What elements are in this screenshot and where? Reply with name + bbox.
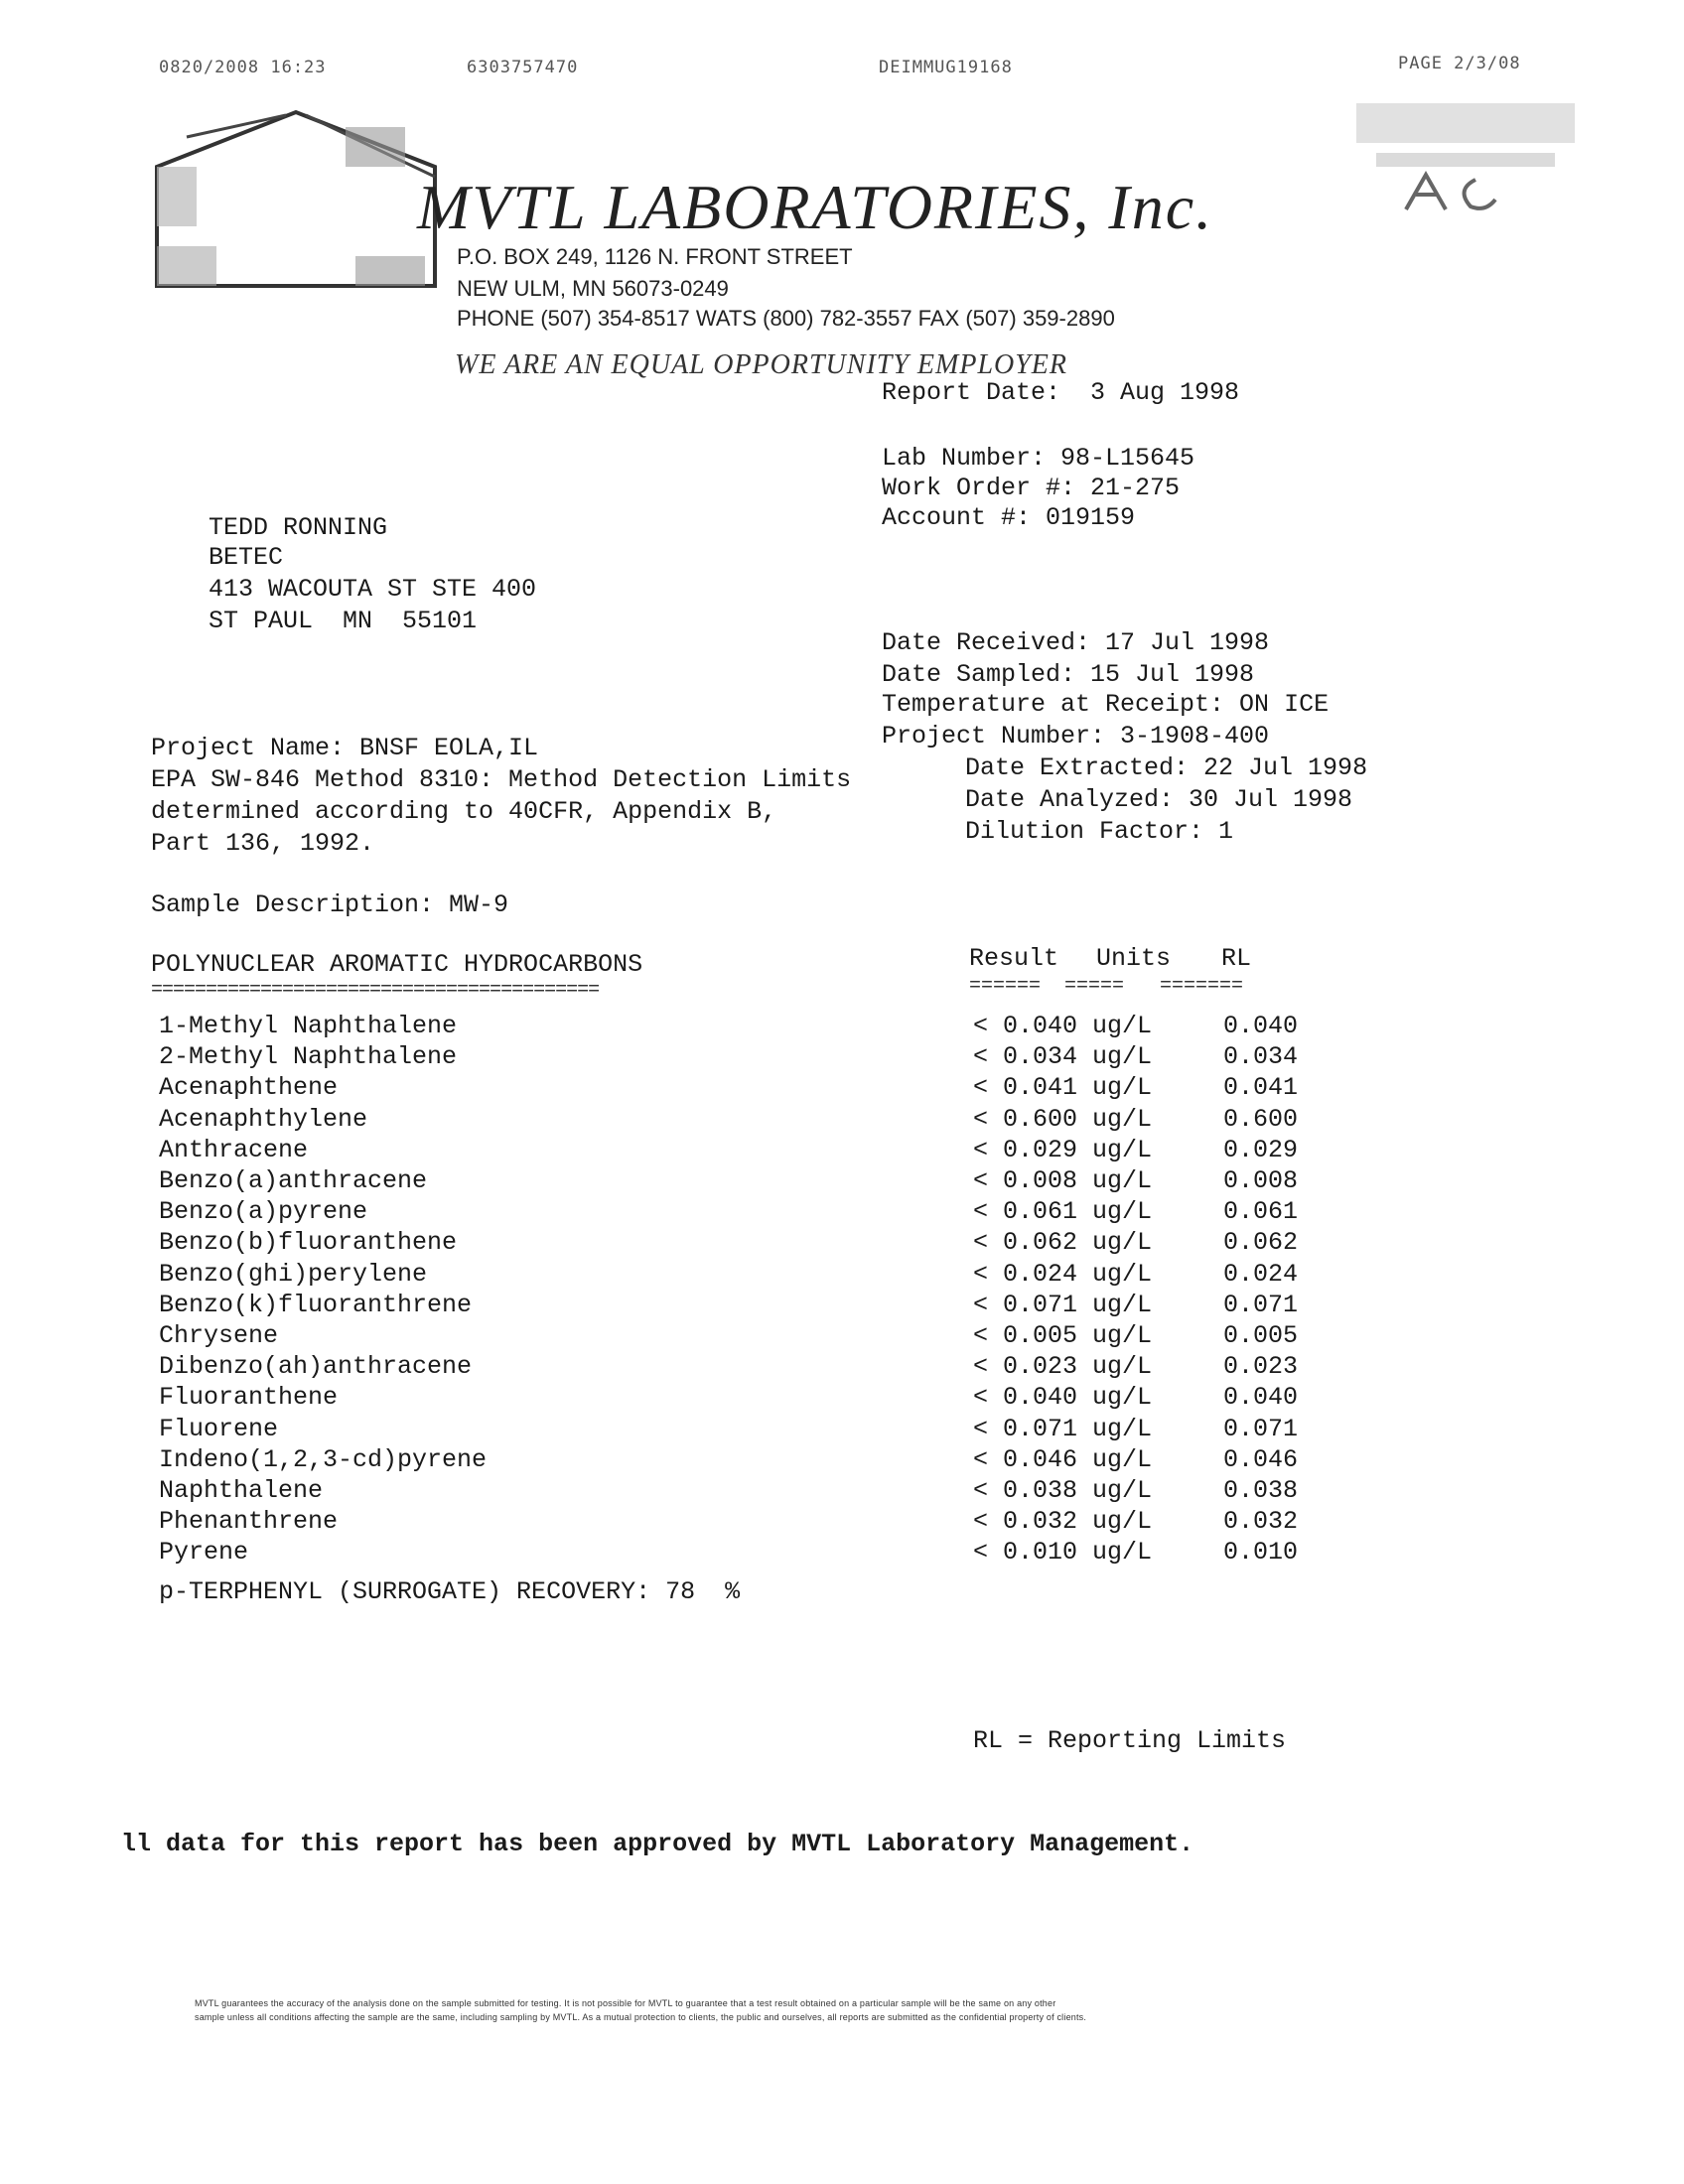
surrogate-recovery: p-TERPHENYL (SURROGATE) RECOVERY: 78 % xyxy=(159,1577,741,1606)
reporting-limit: 0.034 xyxy=(1223,1042,1299,1071)
recipient-name: TEDD RONNING xyxy=(209,513,388,542)
analyte-name: Phenanthrene xyxy=(159,1507,339,1536)
date-sampled: Date Sampled: 15 Jul 1998 xyxy=(882,660,1255,689)
equal-opportunity-slogan: WE ARE AN EQUAL OPPORTUNITY EMPLOYER xyxy=(455,349,1068,380)
account-number: Account #: 019159 xyxy=(882,503,1136,532)
result-value: < 0.040 ug/L xyxy=(973,1012,1153,1040)
analyte-name: Benzo(a)pyrene xyxy=(159,1197,368,1226)
table-row xyxy=(0,1227,1684,1258)
date-analyzed: Date Analyzed: 30 Jul 1998 xyxy=(965,785,1353,814)
result-value: < 0.010 ug/L xyxy=(973,1538,1153,1567)
method-line-1: EPA SW-846 Method 8310: Method Detection Limits xyxy=(151,765,852,794)
table-row xyxy=(0,1041,1684,1072)
disclaimer-line-1: MVTL guarantees the accuracy of the analysis done on the sample submitted for testing. It is not possible for MVTL to guarantee that a test result obtained on a particular sample will be the same on any other xyxy=(195,1998,1056,2008)
reporting-limit: 0.046 xyxy=(1223,1445,1299,1474)
result-value: < 0.038 ug/L xyxy=(973,1476,1153,1505)
table-row xyxy=(0,1165,1684,1196)
analyte-name: Acenaphthene xyxy=(159,1073,339,1102)
reporting-limit: 0.041 xyxy=(1223,1073,1299,1102)
certification-stamp xyxy=(1346,95,1585,224)
reporting-limit: 0.071 xyxy=(1223,1291,1299,1319)
recipient-street: 413 WACOUTA ST STE 400 xyxy=(209,575,537,604)
result-value: < 0.071 ug/L xyxy=(973,1291,1153,1319)
result-value: < 0.032 ug/L xyxy=(973,1507,1153,1536)
result-value: < 0.008 ug/L xyxy=(973,1166,1153,1195)
fax-phone-number: 6303757470 xyxy=(467,58,579,77)
reporting-limit: 0.005 xyxy=(1223,1321,1299,1350)
table-row xyxy=(0,1444,1684,1475)
lab-number: Lab Number: 98-L15645 xyxy=(882,444,1195,473)
reporting-limit: 0.024 xyxy=(1223,1260,1299,1289)
analyte-name: Acenaphthylene xyxy=(159,1105,368,1134)
analyte-name: Fluoranthene xyxy=(159,1383,339,1412)
table-row xyxy=(0,1072,1684,1103)
table-row xyxy=(0,1506,1684,1537)
result-value: < 0.061 ug/L xyxy=(973,1197,1153,1226)
result-value: < 0.040 ug/L xyxy=(973,1383,1153,1412)
analyte-name: Benzo(a)anthracene xyxy=(159,1166,428,1195)
column-header-rl: RL xyxy=(1221,944,1252,973)
result-value: < 0.046 ug/L xyxy=(973,1445,1153,1474)
table-row xyxy=(0,1320,1684,1351)
analyte-name: 2-Methyl Naphthalene xyxy=(159,1042,458,1071)
table-row xyxy=(0,1196,1684,1227)
reporting-limit: 0.023 xyxy=(1223,1352,1299,1381)
table-row xyxy=(0,1259,1684,1290)
company-phone-line: PHONE (507) 354-8517 WATS (800) 782-3557 FAX (507) 359-2890 xyxy=(457,306,1115,331)
analyte-name: Indeno(1,2,3-cd)pyrene xyxy=(159,1445,488,1474)
analyte-name: Dibenzo(ah)anthracene xyxy=(159,1352,473,1381)
company-address-line1: P.O. BOX 249, 1126 N. FRONT STREET xyxy=(457,244,853,269)
recipient-city: ST PAUL MN 55101 xyxy=(209,607,478,635)
fax-timestamp: 0820/2008 16:23 xyxy=(159,58,327,77)
analyte-name: Fluorene xyxy=(159,1415,279,1443)
analyte-name: Chrysene xyxy=(159,1321,279,1350)
table-row xyxy=(0,1414,1684,1444)
analyte-name: Pyrene xyxy=(159,1538,249,1567)
table-heading-rule: ========================================= xyxy=(151,979,600,1002)
column-header-rules: ====== ===== ======= xyxy=(969,975,1244,998)
analyte-name: Benzo(k)fluoranthrene xyxy=(159,1291,473,1319)
table-row xyxy=(0,1135,1684,1165)
project-name: Project Name: BNSF EOLA,IL xyxy=(151,734,539,762)
fax-center-code: DEIMMUG19168 xyxy=(879,58,1013,77)
company-name: MVTL LABORATORIES, Inc. xyxy=(417,172,1214,242)
date-received: Date Received: 17 Jul 1998 xyxy=(882,628,1270,657)
reporting-limit: 0.600 xyxy=(1223,1105,1299,1134)
analyte-name: Naphthalene xyxy=(159,1476,324,1505)
rl-note: RL = Reporting Limits xyxy=(973,1726,1287,1755)
result-value: < 0.062 ug/L xyxy=(973,1228,1153,1257)
reporting-limit: 0.040 xyxy=(1223,1012,1299,1040)
temperature-at-receipt: Temperature at Receipt: ON ICE xyxy=(882,690,1330,719)
result-value: < 0.029 ug/L xyxy=(973,1136,1153,1164)
reporting-limit: 0.010 xyxy=(1223,1538,1299,1567)
report-date: Report Date: 3 Aug 1998 xyxy=(882,378,1240,407)
reporting-limit: 0.029 xyxy=(1223,1136,1299,1164)
table-row xyxy=(0,1475,1684,1506)
table-row xyxy=(0,1351,1684,1382)
reporting-limit: 0.008 xyxy=(1223,1166,1299,1195)
reporting-limit: 0.032 xyxy=(1223,1507,1299,1536)
dilution-factor: Dilution Factor: 1 xyxy=(965,817,1234,846)
project-number: Project Number: 3-1908-400 xyxy=(882,722,1270,751)
table-row xyxy=(0,1011,1684,1041)
table-row xyxy=(0,1537,1684,1568)
work-order: Work Order #: 21-275 xyxy=(882,474,1181,502)
analyte-name: Benzo(b)fluoranthene xyxy=(159,1228,458,1257)
result-value: < 0.071 ug/L xyxy=(973,1415,1153,1443)
result-value: < 0.023 ug/L xyxy=(973,1352,1153,1381)
result-value: < 0.041 ug/L xyxy=(973,1073,1153,1102)
reporting-limit: 0.061 xyxy=(1223,1197,1299,1226)
table-heading: POLYNUCLEAR AROMATIC HYDROCARBONS xyxy=(151,950,643,979)
column-header-result: Result xyxy=(969,944,1059,973)
company-logo xyxy=(147,107,445,306)
method-line-3: Part 136, 1992. xyxy=(151,829,375,858)
reporting-limit: 0.062 xyxy=(1223,1228,1299,1257)
reporting-limit: 0.038 xyxy=(1223,1476,1299,1505)
analyte-name: 1-Methyl Naphthalene xyxy=(159,1012,458,1040)
result-value: < 0.005 ug/L xyxy=(973,1321,1153,1350)
recipient-company: BETEC xyxy=(209,543,284,572)
result-value: < 0.024 ug/L xyxy=(973,1260,1153,1289)
result-value: < 0.600 ug/L xyxy=(973,1105,1153,1134)
table-row xyxy=(0,1104,1684,1135)
table-row xyxy=(0,1290,1684,1320)
company-address-line2: NEW ULM, MN 56073-0249 xyxy=(457,276,729,301)
result-value: < 0.034 ug/L xyxy=(973,1042,1153,1071)
date-extracted: Date Extracted: 22 Jul 1998 xyxy=(965,753,1368,782)
disclaimer-line-2: sample unless all conditions affecting the sample are the same, including sampling by MVTL. As a mutual protection to clients, the public and ourselves, all reports are submitted as the confidential property of clients. xyxy=(195,2012,1087,2022)
analyte-name: Anthracene xyxy=(159,1136,309,1164)
approval-statement: ll data for this report has been approved by MVTL Laboratory Management. xyxy=(121,1830,1194,1858)
table-row xyxy=(0,1382,1684,1413)
fax-page-number: PAGE 2/3/08 xyxy=(1398,54,1521,73)
sample-description: Sample Description: MW-9 xyxy=(151,890,509,919)
method-line-2: determined according to 40CFR, Appendix B, xyxy=(151,797,777,826)
column-header-units: Units xyxy=(1096,944,1172,973)
analyte-name: Benzo(ghi)perylene xyxy=(159,1260,428,1289)
reporting-limit: 0.071 xyxy=(1223,1415,1299,1443)
reporting-limit: 0.040 xyxy=(1223,1383,1299,1412)
